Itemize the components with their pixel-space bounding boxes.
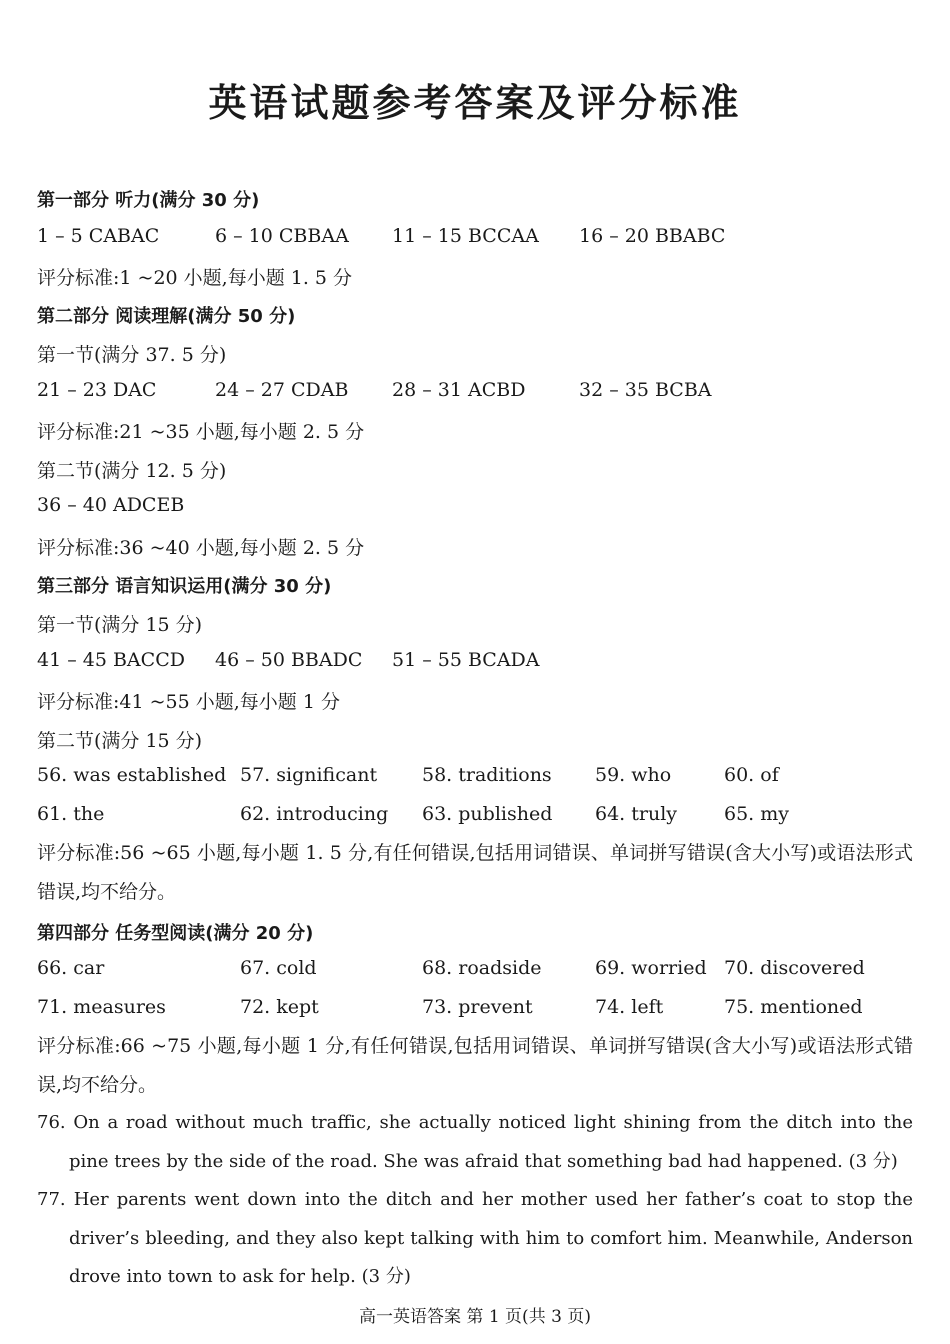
answer-item: 73. prevent (422, 996, 533, 1018)
answer-group: 1 – 5 CABAC (37, 225, 160, 247)
answer-item: 72. kept (240, 996, 319, 1018)
part2-heading: 第二部分 阅读理解(满分 50 分) (37, 306, 296, 327)
answer-item: 63. published (422, 803, 553, 825)
answer-group: 6 – 10 CBBAA (215, 225, 349, 247)
part2-section2-criteria: 评分标准:36 ~40 小题,每小题 2. 5 分 (37, 537, 365, 559)
part1-heading: 第一部分 听力(满分 30 分) (37, 190, 260, 211)
part3-section1-criteria: 评分标准:41 ~55 小题,每小题 1 分 (37, 691, 340, 713)
answer-item: 68. roadside (422, 957, 542, 979)
answer-item: 59. who (595, 764, 672, 786)
part1-criteria: 评分标准:1 ~20 小题,每小题 1. 5 分 (37, 267, 353, 289)
answer-group: 41 – 45 BACCD (37, 649, 185, 671)
answer-item: 67. cold (240, 957, 317, 979)
answer-group: 46 – 50 BBADC (215, 649, 363, 671)
part2-section1-criteria: 评分标准:21 ~35 小题,每小题 2. 5 分 (37, 421, 365, 443)
part3-section1-heading: 第一节(满分 15 分) (37, 614, 203, 636)
answer-item: 60. of (724, 764, 779, 786)
answer-group: 28 – 31 ACBD (392, 379, 526, 401)
answer-item: 61. the (37, 803, 105, 825)
part2-section1-heading: 第一节(满分 37. 5 分) (37, 344, 227, 366)
part2-section2-heading: 第二节(满分 12. 5 分) (37, 460, 227, 482)
answer-item: 74. left (595, 996, 664, 1018)
part3-heading: 第三部分 语言知识运用(满分 30 分) (37, 576, 332, 597)
answer-item: 70. discovered (724, 957, 865, 979)
answer-item: 65. my (724, 803, 790, 825)
answer-item: 69. worried (595, 957, 707, 979)
page-title: 英语试题参考答案及评分标准 (208, 81, 742, 125)
answer-item: 66. car (37, 957, 105, 979)
part2-section2-answers: 36 – 40 ADCEB (37, 494, 185, 516)
answer-group: 21 – 23 DAC (37, 379, 157, 401)
answer-item: 57. significant (240, 764, 378, 786)
question-76-answer: 76. On a road without much traffic, she actually noticed light shining from the ditch into the pine trees by the side of the road. She was afraid that something bad had happened. (3 分) (37, 1112, 913, 1172)
answer-group: 32 – 35 BCBA (579, 379, 712, 401)
answer-group: 16 – 20 BBABC (579, 225, 726, 247)
part3-section2-heading: 第二节(满分 15 分) (37, 730, 203, 752)
part3-section2-criteria: 评分标准:56 ~65 小题,每小题 1. 5 分,有任何错误,包括用词错误、单词拼写错误(含大小写)或语法形式错误,均不给分。 (37, 842, 913, 903)
answer-item: 62. introducing (240, 803, 389, 825)
part4-heading: 第四部分 任务型阅读(满分 20 分) (37, 923, 314, 944)
answer-group: 51 – 55 BCADA (392, 649, 540, 671)
page-footer: 高一英语答案 第 1 页(共 3 页) (359, 1307, 591, 1327)
answer-item: 71. measures (37, 996, 166, 1018)
part4-criteria: 评分标准:66 ~75 小题,每小题 1 分,有任何错误,包括用词错误、单词拼写错误(含大小写)或语法形式错误,均不给分。 (37, 1035, 913, 1096)
answer-item: 75. mentioned (724, 996, 863, 1018)
answer-item: 64. truly (595, 803, 678, 825)
answer-item: 56. was established (37, 764, 227, 786)
answer-group: 11 – 15 BCCAA (392, 225, 539, 247)
answer-item: 58. traditions (422, 764, 552, 786)
question-77-answer: 77. Her parents went down into the ditch and her mother used her father’s coat to stop the driver’s bleeding, and they also kept talking with him to comfort him. Meanwhile, Anderson drove into town to ask for help. (3 分) (37, 1189, 913, 1287)
answer-group: 24 – 27 CDAB (215, 379, 349, 401)
